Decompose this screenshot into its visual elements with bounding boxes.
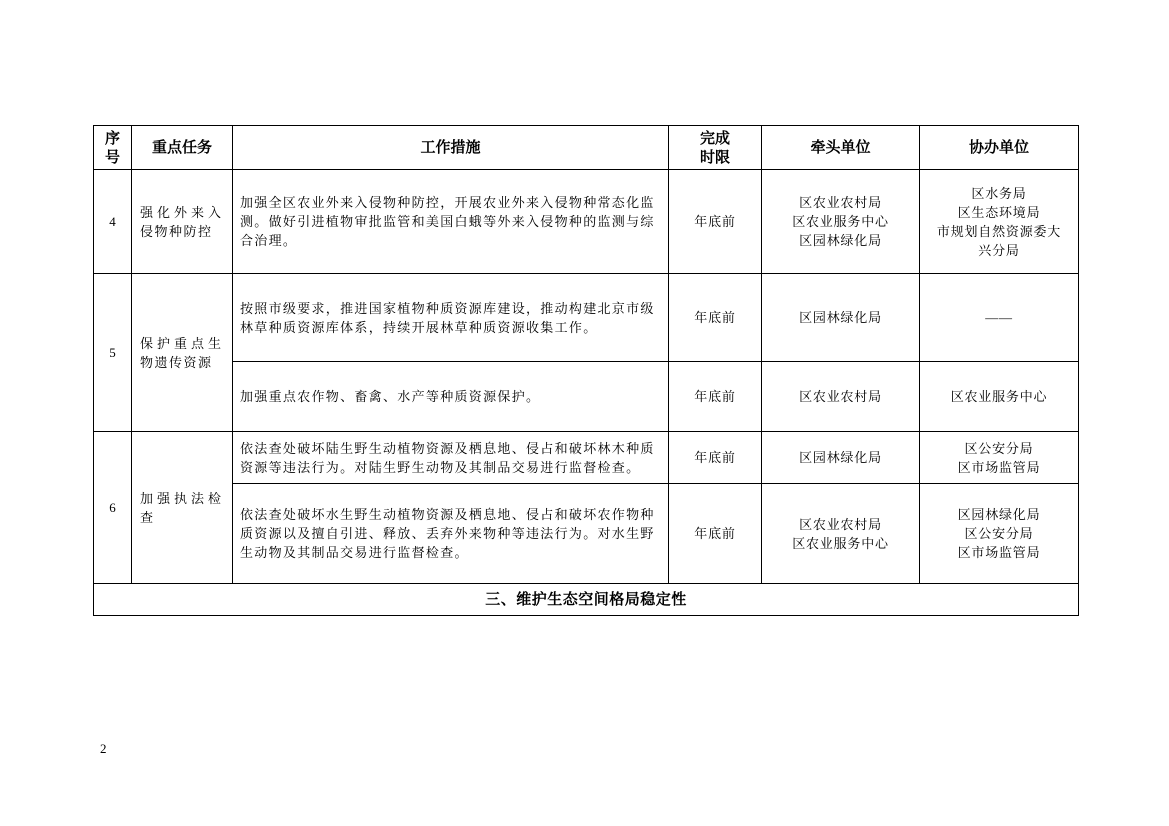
row-seq: 5 <box>94 274 132 432</box>
assist-unit: 区公安分局 <box>964 440 1034 456</box>
row-deadline: 年底前 <box>669 432 762 484</box>
measure-text-line: 生动物及其制品交易进行监督检查。 <box>240 545 469 560</box>
lead-unit: 区农业服务中心 <box>792 535 889 551</box>
row-task <box>132 432 233 584</box>
measure-text-line: 林草种质资源库体系，持续开展林草种质资源收集工作。 <box>240 319 598 335</box>
lead-unit: 区农业服务中心 <box>792 214 889 229</box>
header-seq-line: 序 <box>104 129 120 147</box>
assist-unit: 区园林绿化局 <box>957 507 1041 522</box>
row-assist <box>920 170 1079 274</box>
row-assist <box>920 484 1079 584</box>
header-deadline-line: 时限 <box>699 148 730 166</box>
measure-text-line: 质资源以及擅自引进、释放、丢弃外来物种等违法行为。对水生野 <box>240 526 655 541</box>
assist-unit: 区水务局 <box>971 185 1027 201</box>
row-measures <box>233 274 669 362</box>
table-row <box>94 274 1079 362</box>
row-deadline: 年底前 <box>669 274 762 362</box>
assist-unit: 市规划自然资源委大 <box>936 223 1062 239</box>
task-text-line: 侵物种防控 <box>140 223 213 239</box>
row-deadline: 年底前 <box>669 484 762 584</box>
measure-text-line: 按照市级要求，推进国家植物种质资源库建设，推动构建北京市级 <box>240 300 655 316</box>
assist-unit: 区公安分局 <box>964 526 1034 541</box>
task-table <box>93 125 1079 616</box>
table-row <box>94 484 1079 584</box>
header-task: 重点任务 <box>132 126 233 170</box>
header-measures: 工作措施 <box>233 126 669 170</box>
section-title: 三、维护生态空间格局稳定性 <box>94 584 1079 616</box>
assist-unit: 兴分局 <box>978 242 1020 258</box>
task-text-line: 查 <box>140 509 155 525</box>
header-seq-line: 号 <box>104 148 120 166</box>
page-number: 2 <box>100 741 107 756</box>
assist-unit: 区市场监管局 <box>957 545 1041 560</box>
task-text-line: 强化外来入 <box>140 204 226 220</box>
header-lead: 牵头单位 <box>762 126 920 170</box>
row-measures <box>233 170 669 274</box>
header-deadline-line: 完成 <box>699 129 730 147</box>
row-lead <box>762 170 920 274</box>
measure-text-line: 依法查处破坏水生野生动植物资源及栖息地、侵占和破坏农作物种 <box>240 507 655 522</box>
measure-text-line: 依法查处破坏陆生野生动植物资源及栖息地、侵占和破坏林木种质 <box>240 440 655 456</box>
row-lead <box>762 362 920 432</box>
row-measures <box>233 432 669 484</box>
header-assist: 协办单位 <box>920 126 1079 170</box>
measure-text-line: 加强全区农业外来入侵物种防控，开展农业外来入侵物种常态化监 <box>240 195 655 210</box>
row-task <box>132 274 233 432</box>
table-row <box>94 362 1079 432</box>
lead-unit: 区园林绿化局 <box>799 450 882 465</box>
measure-text-line: 资源等违法行为。对陆生野生动物及其制品交易进行监督检查。 <box>240 459 641 475</box>
lead-unit: 区园林绿化局 <box>799 310 882 325</box>
task-text-line: 保护重点生 <box>140 335 226 351</box>
row-seq: 4 <box>94 170 132 274</box>
table-row <box>94 432 1079 484</box>
section-row <box>94 584 1079 616</box>
row-measures <box>233 484 669 584</box>
header-deadline <box>669 126 762 170</box>
row-assist <box>920 432 1079 484</box>
table-row <box>94 170 1079 274</box>
lead-unit: 区农业农村局 <box>799 389 882 404</box>
lead-unit: 区园林绿化局 <box>799 233 882 248</box>
lead-unit: 区农业农村局 <box>799 516 882 532</box>
row-deadline: 年底前 <box>669 170 762 274</box>
lead-unit: 区农业农村局 <box>799 195 882 210</box>
row-task <box>132 170 233 274</box>
row-measures <box>233 362 669 432</box>
header-seq <box>94 126 132 170</box>
row-lead <box>762 274 920 362</box>
assist-unit: 区市场监管局 <box>957 459 1041 475</box>
row-lead <box>762 484 920 584</box>
measure-text-line: 加强重点农作物、畜禽、水产等种质资源保护。 <box>240 389 541 404</box>
measure-text-line: 合治理。 <box>240 233 298 248</box>
row-assist <box>920 274 1079 362</box>
row-lead <box>762 432 920 484</box>
task-text-line: 物遗传资源 <box>140 354 213 370</box>
measure-text-line: 测。做好引进植物审批监管和美国白蛾等外来入侵物种的监测与综 <box>240 214 655 229</box>
header-row <box>94 126 1079 170</box>
row-seq: 6 <box>94 432 132 584</box>
task-text-line: 加强执法检 <box>140 490 226 506</box>
row-assist <box>920 362 1079 432</box>
assist-unit: 区农业服务中心 <box>950 389 1048 404</box>
row-deadline: 年底前 <box>669 362 762 432</box>
assist-unit: 区生态环境局 <box>957 204 1041 220</box>
assist-unit: —— <box>985 310 1013 325</box>
